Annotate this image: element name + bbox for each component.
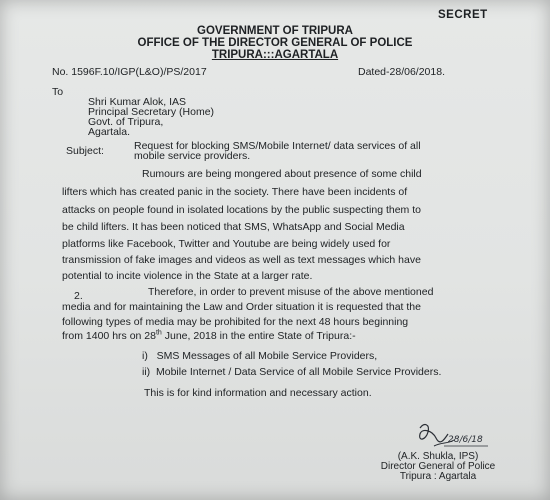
paragraph1-line: transmission of fake images and videos as well as text messages which have [62,254,421,266]
secret-marking: SECRET [438,9,488,21]
paragraph2-line: media and for maintaining the Law and Order situation it is requested that the [62,301,421,313]
signatory-designation: Director General of Police [380,461,496,472]
paragraph2-line-end: June, 2018 in the entire State of Tripura:- [161,330,356,342]
paragraph1-line: platforms like Facebook, Twitter and Youtube are being widely used for [62,238,391,250]
paragraph1-line: be child lifters. It has been noticed that SMS, WhatsApp and Social Media [62,221,405,233]
paragraph1-line: potential to incite violence in the State at a larger rate. [62,270,313,282]
paragraph1-line: lifters which has created panic in the society. There have been incidents of [62,186,408,198]
letter-date: Dated-28/06/2018. [358,66,445,78]
paragraph2-line-start: from 1400 hrs on 28 [62,330,156,342]
recipient-line: Agartala. [88,126,131,138]
paragraph2-line [62,330,356,342]
list-item: ii) Mobile Internet / Data Service of all Mobile Service Providers. [142,366,442,378]
recipient-line: Govt. of Tripura, [88,116,164,128]
recipient-line: Principal Secretary (Home) [88,106,215,118]
ordinal-suffix: th [155,329,162,337]
subject-label: Subject: [66,145,104,157]
signatory-name: (A.K. Shukla, IPS) [397,451,479,462]
reference-number: No. 1596F.10/IGP(L&O)/PS/2017 [52,66,207,78]
header-government: GOVERNMENT OF TRIPURA [197,25,353,37]
header-location: TRIPURA:::AGARTALA [211,49,339,61]
recipient-line: Shri Kumar Alok, IAS [88,96,187,108]
paragraph1-line: Rumours are being mongered about presence of some child [142,168,422,180]
list-item: i) SMS Messages of all Mobile Service Providers, [142,350,378,362]
header-office: OFFICE OF THE DIRECTOR GENERAL OF POLICE [137,37,413,49]
paragraph2-line: following types of media may be prohibited for the next 48 hours beginning [62,316,409,328]
to-label: To [52,86,64,98]
paragraph1-line: attacks on people found in isolated locations by the public suspecting them to [62,204,421,216]
signatory-place: Tripura : Agartala [399,471,477,482]
subject-line: mobile service providers. [134,150,251,162]
subject-line: Request for blocking SMS/Mobile Internet/ data services of all [134,140,421,152]
paragraph2-line: Therefore, in order to prevent misuse of the above mentioned [148,286,434,298]
closing-line: This is for kind information and necessary action. [144,387,372,399]
paragraph2-number: 2. [74,290,83,302]
handwritten-date: 28/6/18 [448,435,483,445]
